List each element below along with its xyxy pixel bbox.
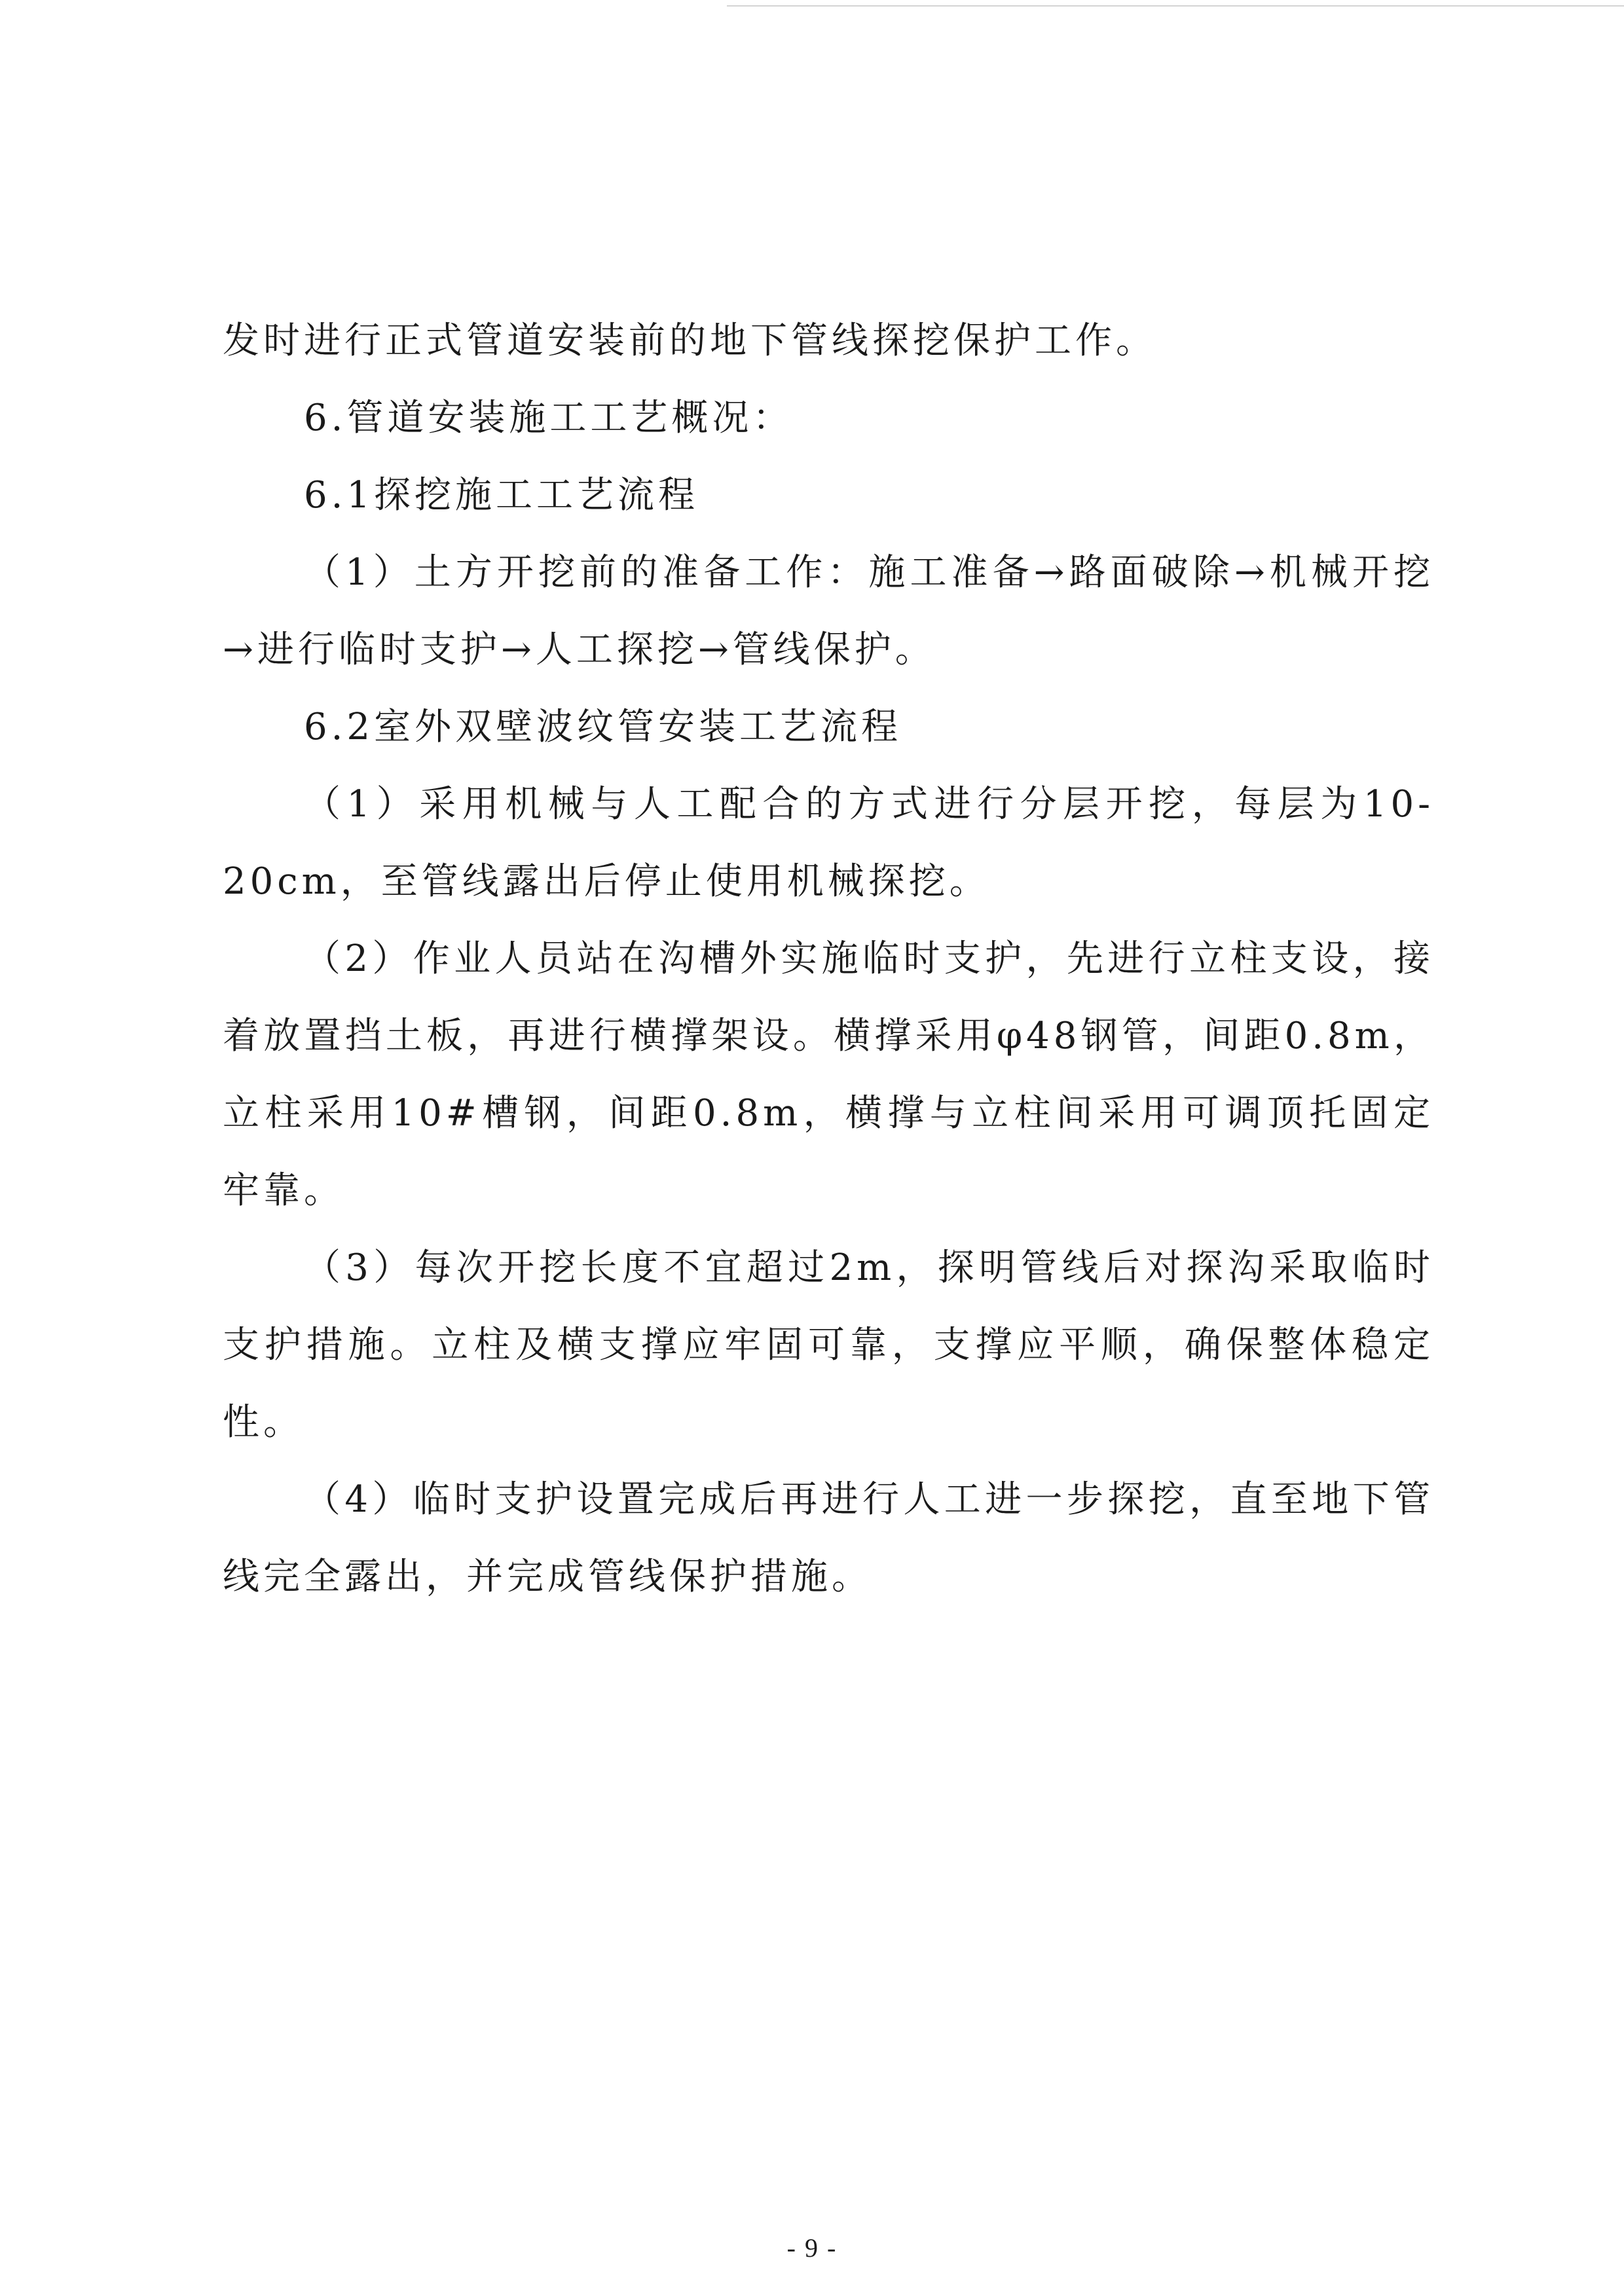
section-heading-6-1: 6.1探挖施工工艺流程 — [304, 474, 699, 517]
scan-edge-line — [727, 5, 1624, 7]
paragraph-continuation: 发时进行正式管道安装前的地下管线探挖保护工作。 — [223, 319, 1156, 362]
paragraph-6-1-item-1: （1）土方开挖前的准备工作：施工准备→路面破除→机械开挖→进行临时支护→人工探挖→管线保护。 — [223, 551, 1434, 671]
section-heading-6-2: 6.2室外双壁波纹管安装工艺流程 — [304, 706, 902, 748]
paragraph-6-2-item-4: （4）临时支护设置完成后再进行人工进一步探挖，直至地下管线完全露出，并完成管线保护措施。 — [223, 1478, 1434, 1598]
paragraph-6-2-item-2: （2）作业人员站在沟槽外实施临时支护，先进行立柱支设，接着放置挡土板，再进行横撑架设。横撑采用φ48钢管，间距0.8m，立柱采用10#槽钢，间距0.8m，横撑与立柱间采用可调顶托固定牢靠。 — [223, 938, 1434, 1212]
page-number: - 9 - — [786, 2233, 838, 2263]
document-body — [223, 302, 1434, 1616]
paragraph-6-2-item-1: （1）采用机械与人工配合的方式进行分层开挖，每层为10-20cm，至管线露出后停止使用机械探挖。 — [223, 783, 1434, 903]
section-heading-6: 6.管道安装施工工艺概况： — [304, 397, 794, 439]
paragraph-6-2-item-3: （3）每次开挖长度不宜超过2m，探明管线后对探沟采取临时支护措施。立柱及横支撑应牢固可靠，支撑应平顺，确保整体稳定性。 — [223, 1247, 1434, 1444]
